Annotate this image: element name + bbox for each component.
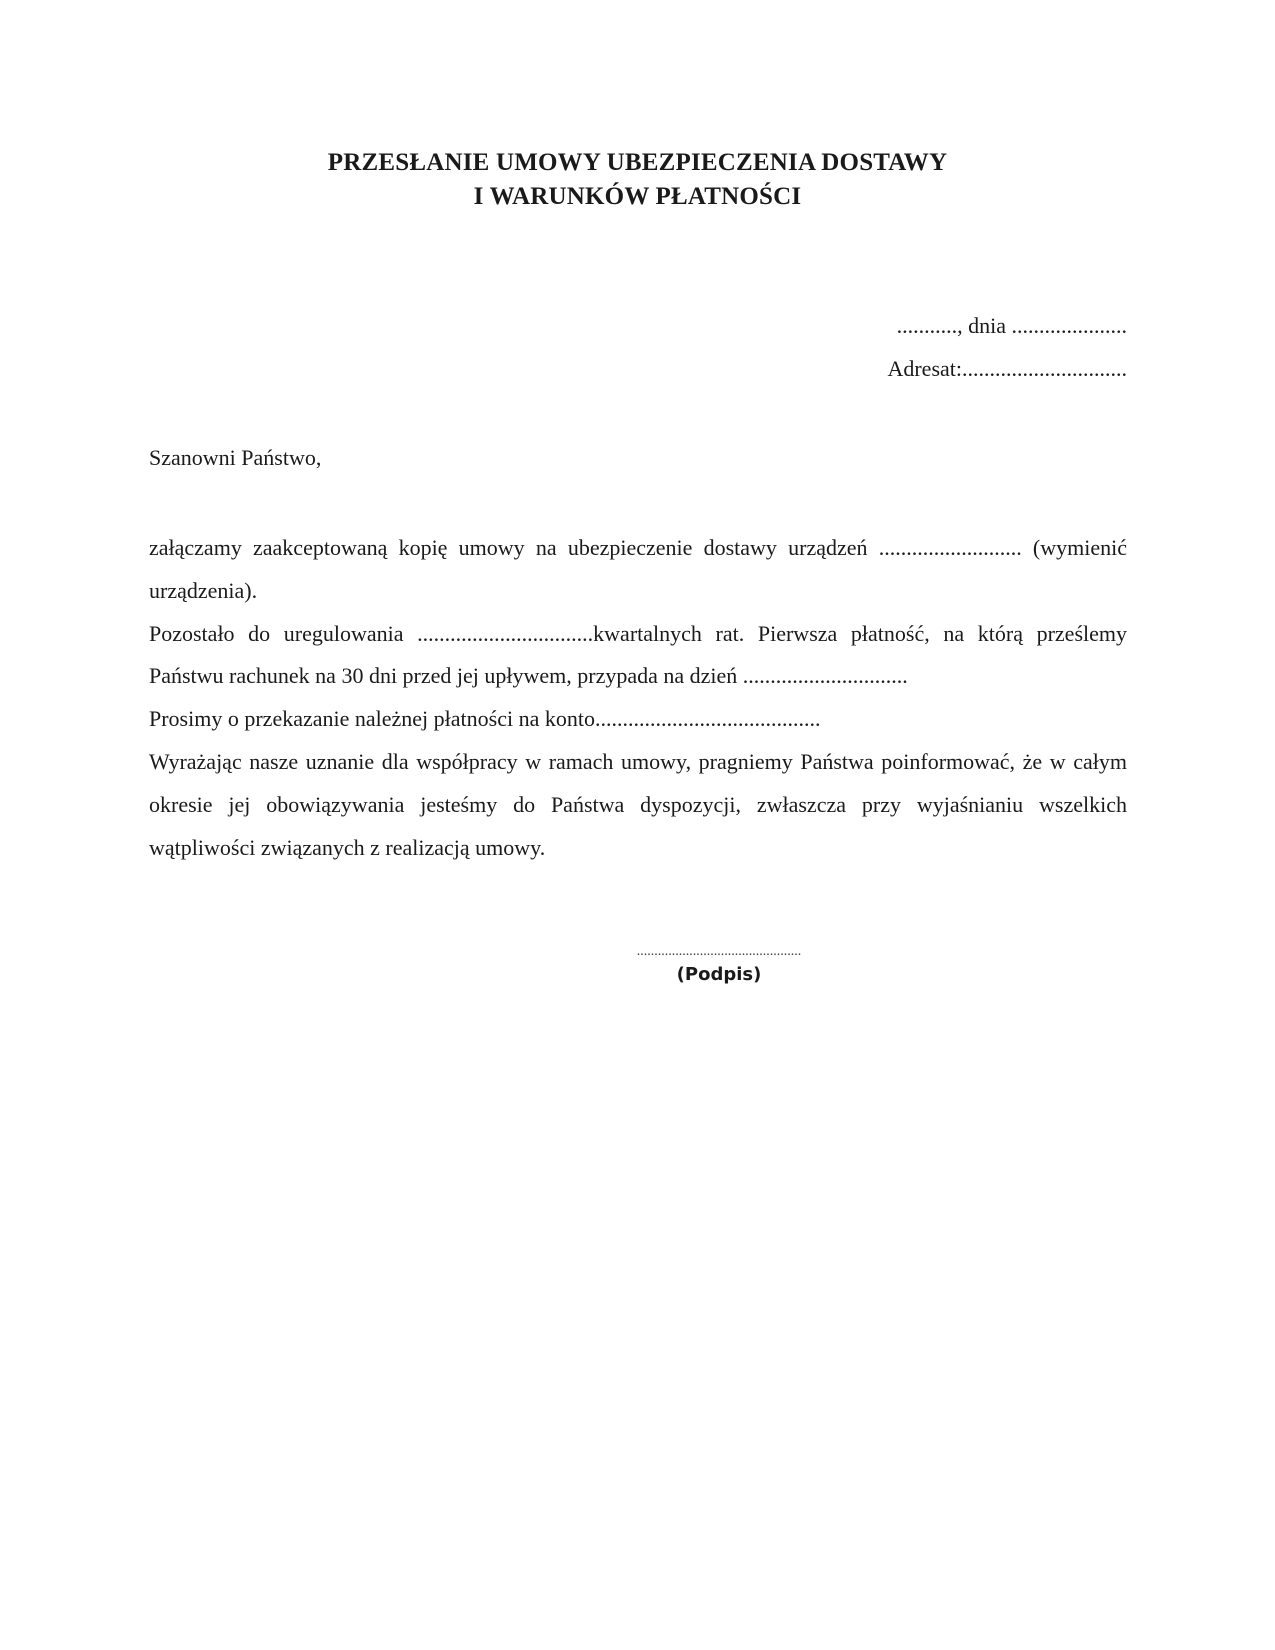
- document-title: [0, 146, 1275, 214]
- salutation: Szanowni Państwo,: [149, 445, 322, 470]
- paragraph-installments: Pozostało do uregulowania ................................kwartalnych rat. Pierwsza płatność, na którą prześlemy Państwu rachunek na 30 dni przed jej upływem, przypada na dzień ..............................: [149, 620, 1127, 689]
- signature-line: ...............................................: [636, 944, 802, 959]
- addressee-line: Adresat:..............................: [887, 356, 1127, 381]
- paragraph-closing: Wyrażając nasze uznanie dla współpracy w ramach umowy, pragniemy Państwa poinformować, że w całym okresie jej obowiązywania jesteśmy do Państwa dyspozycji, zwłaszcza przy wyjaśnianiu wszelkich wątpliwości związanych z realizacją umowy.: [149, 748, 1127, 860]
- title-line-1: PRZESŁANIE UMOWY UBEZPIECZENIA DOSTAWY: [327, 149, 948, 176]
- signature-label: (Podpis): [676, 964, 762, 985]
- signature-block: [596, 944, 842, 988]
- letter-body: [149, 527, 1127, 869]
- paragraph-payment-request: Prosimy o przekazanie należnej płatności na konto.........................................: [149, 706, 821, 732]
- place-date-line: ..........., dnia .....................: [896, 313, 1127, 338]
- paragraph-attachment: załączamy zaakceptowaną kopię umowy na ubezpieczenie dostawy urządzeń .......................... (wymienić urządzenia).: [149, 535, 1127, 603]
- title-line-2: I WARUNKÓW PŁATNOŚCI: [473, 183, 802, 210]
